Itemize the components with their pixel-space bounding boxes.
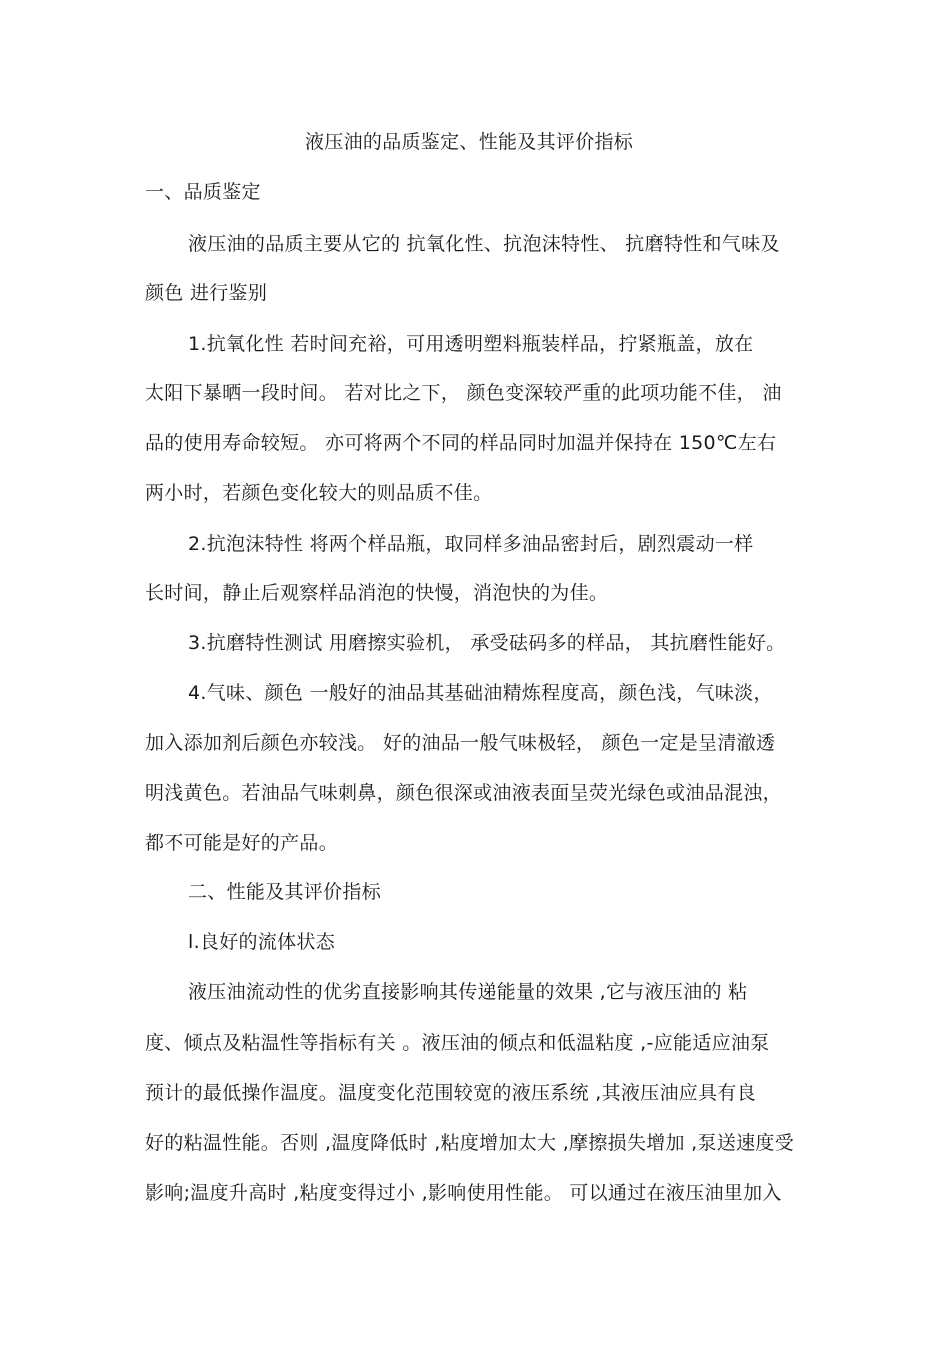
paragraph-line: 两小时，若颜色变化较大的则品质不佳。 (145, 482, 493, 504)
section-heading-quality: 一、品质鉴定 (145, 181, 261, 203)
paragraph-line: 明浅黄色。若油品气味刺鼻，颜色很深或油液表面呈荧光绿色或油品混浊， (145, 782, 782, 804)
paragraph-line: 4.气味、颜色 一般好的油品其基础油精炼程度高，颜色浅，气味淡， (188, 682, 773, 704)
paragraph-line: 品的使用寿命较短。 亦可将两个不同的样品同时加温并保持在 150℃左右 (145, 432, 777, 454)
paragraph-line: 加入添加剂后颜色亦较浅。 好的油品一般气味极轻， 颜色一定是呈清澈透 (145, 732, 776, 754)
paragraph-line: 影响;温度升高时 ,粘度变得过小 ,影响使用性能。 可以通过在液压油里加入 (145, 1182, 782, 1204)
paragraph-line: 颜色 进行鉴别 (145, 282, 268, 304)
section-heading-performance: 二、性能及其评价指标 (188, 881, 382, 903)
paragraph-line: 好的粘温性能。否则 ,温度降低时 ,粘度增加太大 ,摩擦损失增加 ,泵送速度受 (145, 1132, 795, 1154)
paragraph-line: 预计的最低操作温度。温度变化范围较宽的液压系统 ,其液压油应具有良 (145, 1082, 756, 1104)
paragraph-line: 液压油流动性的优劣直接影响其传递能量的效果 ,它与液压油的 粘 (188, 981, 748, 1003)
paragraph-line: 3.抗磨特性测试 用磨擦实验机， 承受砝码多的样品， 其抗磨性能好。 (188, 632, 786, 654)
paragraph-line: 2.抗泡沫特性 将两个样品瓶，取同样多油品密封后，剧烈震动一样 (188, 533, 754, 555)
paragraph-line: 太阳下暴晒一段时间。 若对比之下， 颜色变深较严重的此项功能不佳， 油 (145, 382, 782, 404)
paragraph-line: 都不可能是好的产品。 (145, 832, 339, 854)
document-title: 液压油的品质鉴定、性能及其评价指标 (305, 131, 634, 153)
paragraph-line: 液压油的品质主要从它的 抗氧化性、抗泡沫特性、 抗磨特性和气味及 (188, 233, 780, 255)
subheading-fluid-state: l.良好的流体状态 (188, 931, 336, 953)
paragraph-line: 1.抗氧化性 若时间充裕，可用透明塑料瓶装样品，拧紧瓶盖，放在 (188, 333, 754, 355)
paragraph-line: 度、倾点及粘温性等指标有关 。液压油的倾点和低温粘度 ,-应能适应油泵 (145, 1032, 770, 1054)
paragraph-line: 长时间，静止后观察样品消泡的快慢，消泡快的为佳。 (145, 582, 609, 604)
